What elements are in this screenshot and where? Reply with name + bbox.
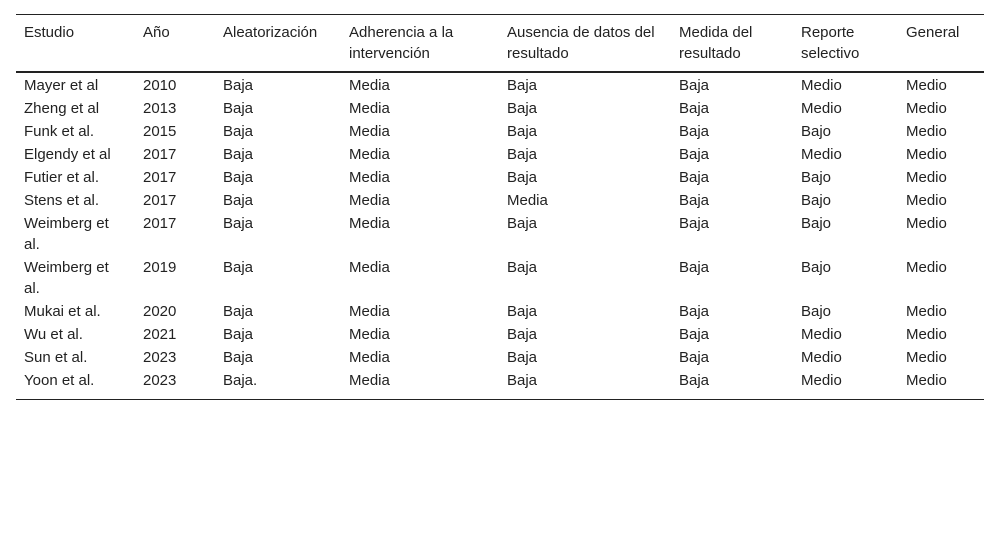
table-row — [16, 301, 984, 324]
cell-ausencia-datos: Baja — [507, 372, 538, 389]
cell-general: Medio — [906, 372, 947, 389]
cell-ausencia-datos: Baja — [507, 123, 538, 140]
header-anio: Año — [143, 24, 170, 41]
header-medida-resultado: Medida del resultado — [679, 24, 753, 62]
cell-general: Medio — [906, 192, 947, 209]
table-row — [16, 144, 984, 167]
cell-medida-resultado: Baja — [679, 259, 710, 276]
cell-general: Medio — [906, 100, 947, 117]
cell-aleatorizacion: Baja — [223, 259, 254, 276]
cell-aleatorizacion: Baja. — [223, 372, 258, 389]
cell-reporte-selectivo: Bajo — [801, 303, 832, 320]
cell-adherencia: Media — [349, 303, 390, 320]
cell-estudio: Futier et al. — [24, 169, 100, 186]
cell-reporte-selectivo: Medio — [801, 326, 842, 343]
cell-estudio: Mayer et al — [24, 77, 99, 94]
cell-estudio: Yoon et al. — [24, 372, 95, 389]
cell-general: Medio — [906, 303, 947, 320]
header-general: General — [906, 24, 960, 41]
table-row — [16, 121, 984, 144]
cell-medida-resultado: Baja — [679, 215, 710, 232]
cell-general: Medio — [906, 123, 947, 140]
cell-medida-resultado: Baja — [679, 100, 710, 117]
cell-aleatorizacion: Baja — [223, 192, 254, 209]
cell-medida-resultado: Baja — [679, 192, 710, 209]
header-estudio: Estudio — [24, 24, 75, 41]
cell-ausencia-datos: Baja — [507, 146, 538, 163]
cell-adherencia: Media — [349, 123, 390, 140]
risk-of-bias-table — [16, 14, 984, 400]
cell-adherencia: Media — [349, 169, 390, 186]
cell-aleatorizacion: Baja — [223, 215, 254, 232]
cell-general: Medio — [906, 215, 947, 232]
cell-aleatorizacion: Baja — [223, 146, 254, 163]
cell-anio: 2017 — [143, 169, 177, 186]
cell-estudio: Mukai et al. — [24, 303, 101, 320]
cell-medida-resultado: Baja — [679, 146, 710, 163]
cell-anio: 2020 — [143, 303, 177, 320]
cell-general: Medio — [906, 326, 947, 343]
cell-medida-resultado: Baja — [679, 326, 710, 343]
cell-medida-resultado: Baja — [679, 123, 710, 140]
cell-aleatorizacion: Baja — [223, 100, 254, 117]
cell-estudio: Funk et al. — [24, 123, 95, 140]
table-body — [16, 72, 984, 400]
cell-aleatorizacion: Baja — [223, 349, 254, 366]
cell-general: Medio — [906, 77, 947, 94]
cell-aleatorizacion: Baja — [223, 77, 254, 94]
cell-adherencia: Media — [349, 192, 390, 209]
cell-ausencia-datos: Media — [507, 192, 548, 209]
cell-adherencia: Media — [349, 326, 390, 343]
cell-general: Medio — [906, 349, 947, 366]
risk-of-bias-table-container — [16, 14, 984, 400]
cell-reporte-selectivo: Medio — [801, 146, 842, 163]
cell-adherencia: Media — [349, 349, 390, 366]
cell-reporte-selectivo: Bajo — [801, 259, 832, 276]
cell-estudio: Elgendy et al — [24, 146, 111, 163]
header-reporte-selectivo: Reporte selectivo — [801, 24, 860, 62]
cell-anio: 2023 — [143, 372, 177, 389]
cell-anio: 2021 — [143, 326, 177, 343]
table-row — [16, 72, 984, 98]
cell-anio: 2010 — [143, 77, 177, 94]
table-row — [16, 370, 984, 400]
table-row — [16, 98, 984, 121]
header-ausencia-datos: Ausencia de datos del resultado — [507, 24, 655, 62]
cell-reporte-selectivo: Bajo — [801, 192, 832, 209]
cell-estudio: Sun et al. — [24, 349, 88, 366]
cell-anio: 2017 — [143, 192, 177, 209]
table-row — [16, 257, 984, 301]
cell-adherencia: Media — [349, 100, 390, 117]
cell-ausencia-datos: Baja — [507, 326, 538, 343]
cell-estudio: Zheng et al — [24, 100, 100, 117]
cell-anio: 2017 — [143, 215, 177, 232]
cell-anio: 2019 — [143, 259, 177, 276]
table-row — [16, 190, 984, 213]
cell-ausencia-datos: Baja — [507, 259, 538, 276]
cell-reporte-selectivo: Bajo — [801, 169, 832, 186]
cell-general: Medio — [906, 146, 947, 163]
header-row — [16, 15, 984, 73]
cell-general: Medio — [906, 169, 947, 186]
cell-adherencia: Media — [349, 77, 390, 94]
cell-adherencia: Media — [349, 146, 390, 163]
header-adherencia: Adherencia a la intervención — [349, 24, 454, 62]
cell-anio: 2023 — [143, 349, 177, 366]
table-row — [16, 324, 984, 347]
cell-ausencia-datos: Baja — [507, 77, 538, 94]
cell-reporte-selectivo: Bajo — [801, 215, 832, 232]
cell-medida-resultado: Baja — [679, 303, 710, 320]
cell-medida-resultado: Baja — [679, 77, 710, 94]
cell-aleatorizacion: Baja — [223, 123, 254, 140]
cell-ausencia-datos: Baja — [507, 169, 538, 186]
table-row — [16, 167, 984, 190]
cell-reporte-selectivo: Medio — [801, 349, 842, 366]
cell-medida-resultado: Baja — [679, 349, 710, 366]
cell-ausencia-datos: Baja — [507, 349, 538, 366]
header-aleatorizacion: Aleatorización — [223, 24, 318, 41]
cell-anio: 2017 — [143, 146, 177, 163]
cell-aleatorizacion: Baja — [223, 169, 254, 186]
cell-ausencia-datos: Baja — [507, 303, 538, 320]
cell-anio: 2013 — [143, 100, 177, 117]
cell-reporte-selectivo: Medio — [801, 77, 842, 94]
cell-estudio: Weimberg et al. — [24, 259, 109, 297]
table-header — [16, 15, 984, 73]
cell-reporte-selectivo: Bajo — [801, 123, 832, 140]
table-row — [16, 213, 984, 257]
cell-estudio: Stens et al. — [24, 192, 100, 209]
cell-reporte-selectivo: Medio — [801, 372, 842, 389]
cell-ausencia-datos: Baja — [507, 215, 538, 232]
cell-estudio: Weimberg et al. — [24, 215, 109, 253]
cell-adherencia: Media — [349, 372, 390, 389]
cell-general: Medio — [906, 259, 947, 276]
cell-anio: 2015 — [143, 123, 177, 140]
cell-medida-resultado: Baja — [679, 169, 710, 186]
cell-estudio: Wu et al. — [24, 326, 83, 343]
cell-reporte-selectivo: Medio — [801, 100, 842, 117]
cell-aleatorizacion: Baja — [223, 303, 254, 320]
cell-ausencia-datos: Baja — [507, 100, 538, 117]
cell-aleatorizacion: Baja — [223, 326, 254, 343]
table-row — [16, 347, 984, 370]
cell-adherencia: Media — [349, 215, 390, 232]
cell-adherencia: Media — [349, 259, 390, 276]
cell-medida-resultado: Baja — [679, 372, 710, 389]
